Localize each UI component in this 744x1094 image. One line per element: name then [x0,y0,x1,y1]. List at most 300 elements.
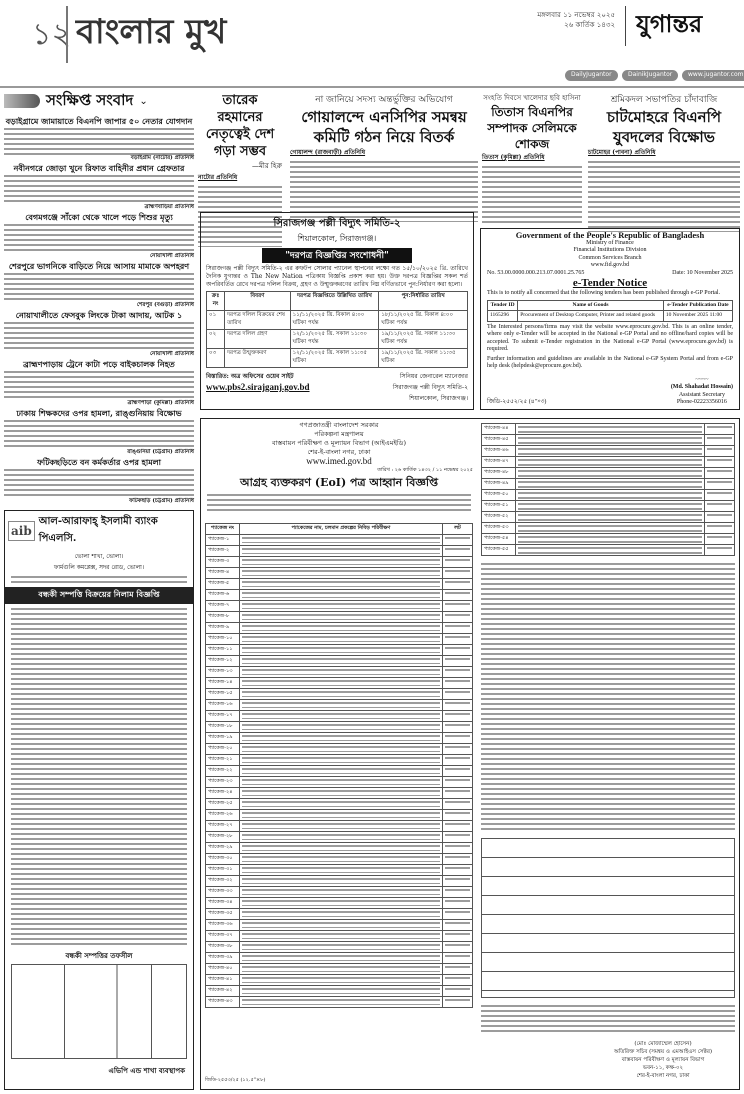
pbs-signer [393,371,468,404]
package-prefix: প্যাকেজ- [208,811,226,817]
package-number [206,942,240,953]
story-headline: তারেক রহমানের নেতৃত্বেই দেশ গড়া সম্ভব [205,93,275,159]
package-row [482,501,735,512]
package-number [206,832,240,843]
table-cell: ১৯/১১/২০২৫ খ্রি. সকাল ১১:৩০ ঘটিকা পর্যন্ত [379,330,468,349]
package-no: ২৭ [225,822,233,828]
package-lot [443,612,473,623]
package-prefix: প্যাকেজ- [208,701,226,707]
package-lot [443,986,473,997]
package-lot [443,645,473,656]
package-number [206,656,240,667]
package-row [206,975,473,986]
package-lot [443,953,473,964]
eoi-signer-line: বাস্তবায়ন পরিবীক্ষণ ও মূল্যায়ন বিভাগ [621,1057,705,1063]
table-cell: দরপত্র দলিল গ্রহণ [225,330,291,349]
package-row [206,579,473,590]
signature: ~~~~ [695,376,709,383]
story-headline: তিতাস বিএনপির সম্পাদক সেলিমকে শোকজ [487,105,577,151]
package-prefix: প্যাকেজ- [208,789,226,795]
package-no: ৩০ [225,855,233,861]
package-no: ৪৭ [501,458,509,464]
package-no: ৯ [225,624,230,630]
package-prefix: প্যাকেজ- [208,943,226,949]
package-no: ২২ [225,767,233,773]
package-lot [443,623,473,634]
package-lot [443,722,473,733]
package-name [240,777,443,788]
eoi-city: শের-ই-বাংলা নগর, ঢাকা [307,448,371,456]
package-prefix: প্যাকেজ- [208,987,226,993]
package-no: ৫৩ [501,524,509,530]
package-row [482,523,735,534]
story-kicker: শ্রমিকদল সভাপতির চাঁদাবাজি [610,95,718,105]
package-number [206,700,240,711]
table-cell: দরপত্র দলিল বিক্রয়ের শেষ তারিখ [225,311,291,330]
pbs-signer-line: সিনিয়র জেনারেল ম্যানেজার [399,373,468,380]
pbs-col-header: ক্রঃ নং [207,292,225,311]
package-row [206,612,473,623]
pbs-title: "দরপত্র বিজ্ঞপ্তির সংশোধনী" [262,248,412,263]
package-lot [443,821,473,832]
tender-table [487,300,733,322]
package-prefix: প্যাকেজ- [484,513,502,519]
package-number [206,777,240,788]
package-number [482,424,516,435]
package-number [482,435,516,446]
package-row [206,997,473,1008]
package-name [240,876,443,887]
bank-notice-title: বন্ধকী সম্পত্তি বিক্রয়ের নিলাম বিজ্ঞপ্তি [5,587,193,604]
package-row [206,832,473,843]
package-lot [443,799,473,810]
package-row [206,700,473,711]
eoi-signer-line: (মোঃ মোজাম্মেল হোসেন) [634,1041,692,1047]
package-no: ৩৫ [225,910,233,916]
pbs-location: শিয়ালকোল, সিরাজগঞ্জ। [297,234,377,243]
table-cell: ১১/১১/২০২৫ খ্রি. বিকাল ৪:০০ ঘটিকা পর্যন্ত [290,311,379,330]
package-name [516,523,705,534]
brief-body [4,223,194,253]
package-name [240,656,443,667]
package-row [482,457,735,468]
pbs-website-link[interactable]: www.pbs2.sirajganj.gov.bd [206,382,310,392]
social-x[interactable]: DainikJugantor [622,70,678,81]
eoi-signer-line: ভবন-১১, কক্ষ-০২ [642,1065,684,1071]
package-name [240,601,443,612]
package-no: ২৮ [225,833,233,839]
package-prefix: প্যাকেজ- [208,580,226,586]
package-number [206,755,240,766]
story-chatmohor [588,92,740,232]
package-name [240,920,443,931]
tender-col-header: e-Tender Publication Date [663,300,732,311]
package-name [240,821,443,832]
story-headline: চাটমোহরে বিএনপি যুবদলের বিক্ষোভ [606,108,722,146]
package-row [206,876,473,887]
story-byline: নাটোর প্রতিনিধি [198,174,238,181]
gd-code: জিডি-২৫৫২/২৫ (৪"×৩) [487,399,547,405]
e-tender-intro: This is to notify all concerned that the following tenders has been published through e-GP Portal. [487,290,721,296]
brief-item [4,359,194,408]
package-lot [443,876,473,887]
brief-item [4,261,194,310]
package-number [206,986,240,997]
package-prefix: প্যাকেজ- [208,910,226,916]
package-number [206,898,240,909]
package-number [206,689,240,700]
package-row [206,942,473,953]
package-lot [705,490,735,501]
eoi-title: আগ্রহ ব্যক্তকরণ (EoI) পত্র আহ্বান বিজ্ঞপ্তি [239,476,439,489]
package-row [482,490,735,501]
package-number [206,744,240,755]
package-no: ৪৬ [501,447,509,453]
table-cell: 10 November 2025 11:00 [663,311,732,322]
social-website[interactable]: www.jugantor.com [682,70,744,81]
package-row [206,623,473,634]
package-lot [443,590,473,601]
package-row [206,634,473,645]
date-block [520,10,615,30]
table-row [207,311,468,330]
package-name [516,479,705,490]
package-prefix: প্যাকেজ- [208,635,226,641]
brief-credit: ফটিকছড়ি (চট্টগ্রাম) প্রতিনিধি [129,498,194,504]
brief-headline: শেরপুরে ভাগনিকে বাড়িতে নিয়ে আসায় মামাকে অপহরণ [8,261,190,271]
package-name [240,810,443,821]
package-name [240,843,443,854]
pbs-table [206,291,468,368]
brief-credit: ব্রাহ্মণপাড়া (কুমিল্লা) প্রতিনিধি [127,400,194,406]
brief-headline: ঢাকায় শিক্ষকদের ওপর হামলা, রাঙ্গুনিয়ায় বিক্ষোভ [16,408,182,418]
tender-col-header: Name of Goods [518,300,664,311]
package-prefix: প্যাকেজ- [484,425,502,431]
col-lot: লট [443,524,473,535]
package-row [206,799,473,810]
package-no: ২৪ [225,789,233,795]
package-no: ১৬ [225,701,233,707]
fid-website[interactable]: www.fid.gov.bd [590,262,630,268]
social-facebook[interactable]: DailyJugantor [565,70,618,81]
package-lot [443,898,473,909]
brief-credit: রাঙ্গুনিয়া (চট্টগ্রাম) প্রতিনিধি [127,449,194,455]
package-number [206,623,240,634]
package-lot [443,766,473,777]
package-no: ৩৭ [225,932,233,938]
package-prefix: প্যাকেজ- [208,745,226,751]
package-name [240,854,443,865]
package-row [482,512,735,523]
package-prefix: প্যাকেজ- [208,690,226,696]
package-no: ৫ [225,580,230,586]
package-number [206,920,240,931]
col-package: প্যাকেজ নং [206,524,240,535]
package-row [206,865,473,876]
package-row [206,601,473,612]
package-name [240,623,443,634]
package-no: ১১ [225,646,233,652]
package-row [206,535,473,546]
package-no: ৩৬ [225,921,233,927]
package-row [206,667,473,678]
eoi-website[interactable]: www.imed.gov.bd [306,456,372,466]
bank-branch: ভোলা শাখা, ভোলা। [74,553,124,560]
package-lot [443,975,473,986]
package-name [516,512,705,523]
package-no: ৩৮ [225,943,233,949]
brief-body [4,468,194,498]
package-prefix: প্যাকেজ- [208,734,226,740]
pbs-signer-line: শিয়ালকোল, সিরাজগঞ্জ। [409,395,468,402]
package-number [206,997,240,1008]
brief-headline: বেগমগঞ্জে সাঁকো থেকে খালে পড়ে শিশুর মৃত্যু [25,212,173,222]
jugantor-logo: যুগান্তর [625,6,702,46]
package-prefix: প্যাকেজ- [208,998,226,1004]
package-number [206,909,240,920]
package-lot [443,711,473,722]
package-no: ৪২ [225,987,233,993]
package-lot [443,568,473,579]
brief-credit: ব্রাহ্মণবাড়িয়া প্রতিনিধি [144,204,194,210]
package-prefix: প্যাকেজ- [208,932,226,938]
package-name [240,887,443,898]
page-number: ১২ [32,17,71,52]
package-number [206,711,240,722]
package-lot [443,865,473,876]
eoi-package-table-left [205,523,473,1008]
package-lot [443,689,473,700]
package-lot [443,810,473,821]
package-name [240,678,443,689]
package-lot [705,534,735,545]
package-lot [443,535,473,546]
eoi-gd-code: জিডি-২৫৫৩/২৫ (১২.৫"×৮) [205,1077,266,1083]
package-name [516,457,705,468]
signer-name: (Md. Shahadat Hossain) [670,384,733,390]
package-name [240,722,443,733]
package-no: ১৫ [225,690,233,696]
package-row [206,744,473,755]
story-quote-by: —মীর হিরু [251,162,282,170]
package-number [206,810,240,821]
package-lot [443,832,473,843]
eoi-gov: গণপ্রজাতন্ত্রী বাংলাদেশ সরকার [299,421,379,429]
package-prefix: প্যাকেজ- [484,502,502,508]
bank-auction-notice [4,510,194,1090]
package-row [206,557,473,568]
package-number [206,821,240,832]
package-no: ১৭ [225,712,233,718]
package-no: ৩৯ [225,954,233,960]
aib-logo: aib [8,521,35,541]
package-row [206,986,473,997]
e-tender-para2: Further information and guidelines are available in the National e-GP System Portal and from e-GP help desk (helpdesk@eprocure.gov.bd). [487,355,733,369]
package-row [206,920,473,931]
package-number [482,512,516,523]
package-row [206,689,473,700]
package-prefix: প্যাকেজ- [208,833,226,839]
package-prefix: প্যাকেজ- [208,965,226,971]
package-row [482,435,735,446]
e-tender-title: e-Tender Notice [572,277,648,289]
package-number [206,579,240,590]
package-name [240,612,443,623]
eoi-date: তারিখ : ২৬ কার্তিক ১৪৩২ / ১১ নভেম্বর ২০২৫ [377,467,473,473]
package-name [240,964,443,975]
package-no: ৪১ [225,976,233,982]
package-name [240,766,443,777]
package-lot [443,667,473,678]
package-lot [705,523,735,534]
brief-body [4,419,194,449]
package-number [206,887,240,898]
bank-address: ফার্মগুলি কমপ্লেক্স, সদর রোড, ভোলা। [53,564,145,571]
package-row [206,887,473,898]
brief-body [4,321,194,351]
package-name [240,744,443,755]
story-byline: গোয়ালন্দ (রাজবাড়ী) প্রতিনিধি [290,149,366,156]
package-no: ২৩ [225,778,233,784]
package-prefix: প্যাকেজ- [484,546,502,552]
pbs-body: সিরাজগঞ্জ পল্লী বিদ্যুৎ সমিতি-২ এর রুফটপ সোলার প্যানেল স্থাপনের লক্ষ্যে গত ১৫/১০/২০২৫ খ্রি. তারিখে দৈনিক যুগান্তর ও The New Nation পত্রিকায় বিজ্ঞপ্তি প্রকাশ করা হয়। উক্ত দরপত্র বিজ্ঞপ্তির সকল শর্ত অপরিবর্তিত রেখে দরপত্র দলিল বিক্রয়, গ্রহণ ও উন্মুক্তকরণের তারিখ নিম্ন বর্ণিতভাবে পুন:নির্ধারণ করা হলো। [206,265,468,288]
package-row [206,546,473,557]
package-prefix: প্যাকেজ- [208,866,226,872]
package-name [240,667,443,678]
schedule-table [11,964,187,1059]
package-lot [443,700,473,711]
package-prefix: প্যাকেজ- [484,524,502,530]
package-lot [705,545,735,556]
ministry: Ministry of Finance [586,239,634,246]
package-row [206,821,473,832]
package-prefix: প্যাকেজ- [208,668,226,674]
package-prefix: প্যাকেজ- [208,976,226,982]
package-number [482,523,516,534]
brief-credit: নোয়াখালী প্রতিনিধি [149,351,194,357]
brief-item [4,457,194,506]
brief-item [4,212,194,261]
package-prefix: প্যাকেজ- [484,535,502,541]
story-headline: গোয়ালন্দে এনসিপির সমন্বয় কমিটি গঠন নিয়ে বিতর্ক [301,108,467,146]
brief-body [4,272,194,302]
package-number [482,545,516,556]
package-number [206,590,240,601]
package-prefix: প্যাকেজ- [208,899,226,905]
brief-body [4,370,194,400]
package-row [206,656,473,667]
package-row [206,590,473,601]
package-name [240,898,443,909]
package-name [516,490,705,501]
package-number [206,535,240,546]
package-prefix: প্যাকেজ- [208,822,226,828]
package-prefix: প্যাকেজ- [208,602,226,608]
date-bangla: ২৬ কার্তিক ১৪৩২ [564,21,615,29]
package-name [240,579,443,590]
eoi-contact-table [481,838,735,998]
package-no: ১৪ [225,679,233,685]
package-lot [443,546,473,557]
package-number [206,645,240,656]
package-lot [443,997,473,1008]
package-prefix: প্যাকেজ- [208,679,226,685]
package-number [206,975,240,986]
package-no: ২৯ [225,844,233,850]
gov-title: Government of the People's Republic of Bangladesh [515,230,705,240]
package-no: ৫০ [501,491,509,497]
package-prefix: প্যাকেজ- [484,436,502,442]
package-lot [443,656,473,667]
package-row [206,909,473,920]
package-name [516,545,705,556]
table-row [207,330,468,349]
package-name [240,975,443,986]
package-name [240,832,443,843]
package-prefix: প্যাকেজ- [208,921,226,927]
package-prefix: প্যাকেজ- [208,646,226,652]
package-prefix: প্যাকেজ- [208,536,226,542]
package-lot [443,920,473,931]
package-no: ৫৫ [501,546,509,552]
briefs-title: সংক্ষিপ্ত সংবাদ [46,90,134,109]
e-tender-para1: The Interested persons/firms may visit the website www.eprocure.gov.bd. This is an online tender, where only e-Tender will be accepted in the National e-GP Portal and no offline/hard copies will be accepted. To submit e-Tender registration in the National e-GP Portal (www.eprocure.gov.bd) is required. [487,323,733,352]
package-name [240,535,443,546]
package-number [482,501,516,512]
division: Financial Institutions Division [573,247,647,253]
package-prefix: প্যাকেজ- [208,712,226,718]
table-cell: Procurement of Desktop Computer, Printer and related goods [518,311,664,322]
package-row [206,755,473,766]
package-no: ৮ [225,613,230,619]
package-prefix: প্যাকেজ- [208,591,226,597]
package-lot [443,777,473,788]
package-number [206,865,240,876]
notice-date: Date: 10 November 2025 [672,269,733,276]
package-number [206,546,240,557]
col-name: প্যাকেজের নাম, চলমান প্রকল্পের নিবিড় পরিবীক্ষণ [240,524,443,535]
package-name [516,446,705,457]
table-cell: 1165296 [488,311,518,322]
package-name [240,997,443,1008]
package-lot [705,512,735,523]
table-cell: ১৯/১১/২০২৫ খ্রি. সকাল ১১:৩৫ ঘটিকা [379,349,468,368]
memo-number: No. 53.00.0000.000.213.07.0001.25.765 [487,269,585,276]
eoi-signer-line: শের-ই-বাংলা নগর, ঢাকা [636,1073,690,1079]
package-number [206,876,240,887]
package-lot [705,468,735,479]
package-number [206,733,240,744]
package-lot [705,501,735,512]
pbs-col-header: বিবরণ [225,292,291,311]
package-no: ৩১ [225,866,233,872]
package-row [206,722,473,733]
package-no: ৫৪ [501,535,509,541]
package-no: ১০ [225,635,233,641]
package-prefix: প্যাকেজ- [484,469,502,475]
eoi-signer [591,1040,735,1080]
package-no: ৪ [225,569,230,575]
table-cell: ১৮/১১/২০২৫ খ্রি. বিকাল ৪:০০ ঘটিকা পর্যন্ত [379,311,468,330]
package-row [206,678,473,689]
package-number [206,843,240,854]
package-row [206,766,473,777]
package-no: ২৫ [225,800,233,806]
brief-body [4,127,194,155]
package-name [516,424,705,435]
package-prefix: প্যাকেজ- [208,888,226,894]
package-prefix: প্যাকেজ- [208,800,226,806]
